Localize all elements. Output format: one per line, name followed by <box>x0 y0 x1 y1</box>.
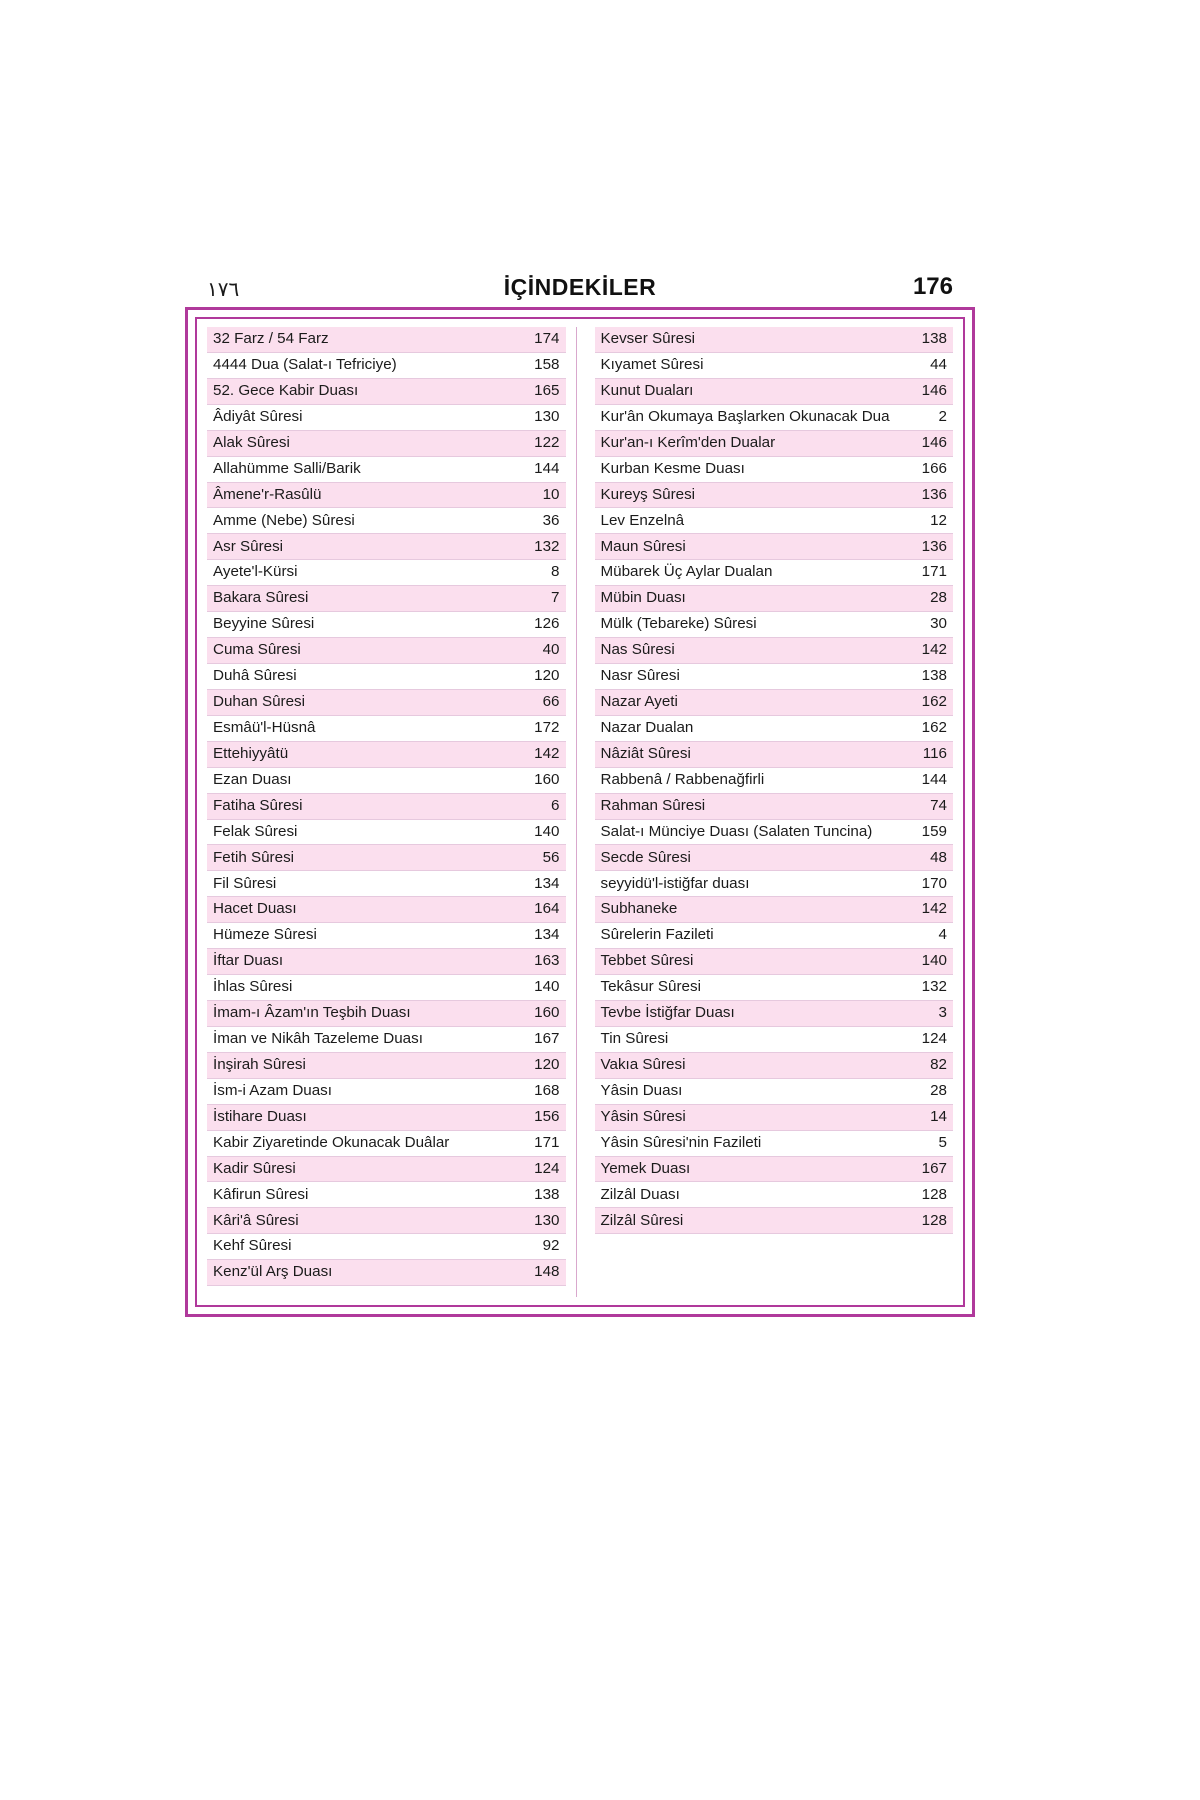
index-entry-title: İftar Duası <box>213 952 284 970</box>
index-entry-title: Esmâü'l-Hüsnâ <box>213 719 316 737</box>
index-entry[interactable] <box>595 975 954 1001</box>
index-entry-page: 140 <box>534 978 560 996</box>
index-entry[interactable] <box>595 897 954 923</box>
index-entry-page: 6 <box>551 796 560 814</box>
index-entry-title: Nasr Sûresi <box>600 667 680 685</box>
index-entry-page: 130 <box>534 1211 560 1229</box>
index-entry-title: Kıyamet Sûresi <box>600 356 704 374</box>
index-entry-title: Alak Sûresi <box>213 433 290 451</box>
index-entry[interactable] <box>595 690 954 716</box>
index-column-left <box>207 327 577 1297</box>
index-entry-page: 134 <box>534 874 560 892</box>
index-entry[interactable] <box>207 768 566 794</box>
index-entry-title: 32 Farz / 54 Farz <box>213 330 329 348</box>
index-entry-page: 138 <box>921 330 947 348</box>
index-entry-title: Kevser Sûresi <box>600 330 696 348</box>
index-entry-page: 167 <box>921 1159 947 1177</box>
index-entry[interactable] <box>595 560 954 586</box>
index-entry-page: 148 <box>534 1263 560 1281</box>
index-entry-page: 4 <box>938 926 947 944</box>
index-column-right <box>591 327 954 1297</box>
index-entry-title: Hümeze Sûresi <box>213 926 317 944</box>
index-entry-title: Yâsin Sûresi <box>600 1107 686 1125</box>
index-entry-title: Kurban Kesme Duası <box>600 459 745 477</box>
index-entry-title: Zilzâl Duası <box>600 1185 680 1203</box>
index-entry-title: Allahümme Salli/Barik <box>213 459 361 477</box>
index-entry-title: Subhaneke <box>600 900 678 918</box>
index-entry[interactable] <box>207 431 566 457</box>
index-entry-title: Kur'an-ı Kerîm'den Dualar <box>600 433 776 451</box>
index-entry-title: Salat-ı Münciye Duası (Salaten Tuncina) <box>600 822 873 840</box>
index-entry-page: 36 <box>542 511 560 529</box>
index-entry[interactable] <box>207 1079 566 1105</box>
index-entry[interactable] <box>595 1079 954 1105</box>
index-entry-page: 174 <box>534 330 560 348</box>
index-entry-title: Mübin Duası <box>600 589 686 607</box>
page-number: 176 <box>912 273 953 300</box>
index-entry-title: seyyidü'l-istiğfar duası <box>600 874 750 892</box>
index-entry[interactable] <box>595 1053 954 1079</box>
index-entry[interactable] <box>207 897 566 923</box>
index-entry-page: 28 <box>930 589 947 607</box>
index-entry-title: Tevbe İstiğfar Duası <box>600 1004 735 1022</box>
index-entry[interactable] <box>207 923 566 949</box>
index-entry[interactable] <box>207 794 566 820</box>
index-entry[interactable] <box>207 353 566 379</box>
index-entry-title: Kehf Sûresi <box>213 1237 292 1255</box>
index-entry-title: Nâziât Sûresi <box>600 744 691 762</box>
index-sheet <box>185 255 975 1345</box>
index-entry-title: Nazar Dualan <box>600 719 694 737</box>
index-entry-title: Sûrelerin Fazileti <box>600 926 714 944</box>
index-entry-title: Kureyş Sûresi <box>600 485 696 503</box>
index-entry-title: Zilzâl Sûresi <box>600 1211 684 1229</box>
index-entry[interactable] <box>207 949 566 975</box>
index-entry-page: 138 <box>921 667 947 685</box>
index-entry-title: Ayete'l-Kürsi <box>213 563 298 581</box>
index-entry-page: 166 <box>921 459 947 477</box>
index-entry-page: 167 <box>534 1030 560 1048</box>
index-entry-title: Kur'ân Okumaya Başlarken Okunacak Dua <box>600 407 890 425</box>
index-entry[interactable] <box>595 1182 954 1208</box>
index-entry[interactable] <box>207 975 566 1001</box>
index-entry-page: 164 <box>534 900 560 918</box>
index-entry-page: 30 <box>930 615 947 633</box>
index-entry[interactable] <box>595 534 954 560</box>
index-entry-title: Maun Sûresi <box>600 537 686 555</box>
index-entry[interactable] <box>207 1260 566 1286</box>
index-entry[interactable] <box>595 638 954 664</box>
index-entry[interactable] <box>207 820 566 846</box>
index-entry[interactable] <box>207 1208 566 1234</box>
index-entry[interactable] <box>595 1157 954 1183</box>
index-entry[interactable] <box>207 379 566 405</box>
index-entry[interactable] <box>595 327 954 353</box>
index-entry-title: İstihare Duası <box>213 1107 307 1125</box>
index-entry[interactable] <box>207 508 566 534</box>
index-entry-page: 48 <box>930 848 947 866</box>
index-entry-page: 162 <box>921 693 947 711</box>
index-entry[interactable] <box>207 586 566 612</box>
index-entry-title: İsm-i Azam Duası <box>213 1081 332 1099</box>
index-entry-page: 3 <box>938 1004 947 1022</box>
index-entry-title: Nas Sûresi <box>600 641 675 659</box>
index-entry[interactable] <box>207 1105 566 1131</box>
index-entry-title: Tekâsur Sûresi <box>600 978 701 996</box>
index-entry-page: 122 <box>534 433 560 451</box>
index-entry[interactable] <box>207 1001 566 1027</box>
index-entry-page: 82 <box>930 1056 947 1073</box>
index-entry-title: Amme (Nebe) Sûresi <box>213 511 355 529</box>
index-entry[interactable] <box>207 534 566 560</box>
index-entry-title: Kabir Ziyaretinde Okunacak Duâlar <box>213 1133 450 1151</box>
index-entry-page: 128 <box>921 1185 947 1203</box>
index-entry-title: Kadir Sûresi <box>213 1159 296 1177</box>
index-entry[interactable] <box>595 1001 954 1027</box>
index-entry-page: 126 <box>534 615 560 633</box>
index-entry[interactable] <box>595 508 954 534</box>
index-entry[interactable] <box>595 768 954 794</box>
index-entry[interactable] <box>595 664 954 690</box>
index-entry-page: 158 <box>534 356 560 374</box>
page-title: İÇİNDEKİLER <box>503 274 657 300</box>
index-entry[interactable] <box>595 483 954 509</box>
index-entry-page: 142 <box>921 641 947 659</box>
index-entry-page: 172 <box>534 719 560 737</box>
index-entry-page: 140 <box>921 952 947 970</box>
index-entry[interactable] <box>207 664 566 690</box>
index-entry-page: 163 <box>534 952 560 970</box>
index-entry[interactable] <box>207 405 566 431</box>
index-entry[interactable] <box>207 690 566 716</box>
page-header <box>185 255 975 307</box>
index-entry-page: 144 <box>534 459 560 477</box>
index-entry-title: İhlas Sûresi <box>213 978 293 996</box>
index-frame-inner <box>195 317 965 1307</box>
index-entry-page: 170 <box>921 874 947 892</box>
index-entry-title: Duhâ Sûresi <box>213 667 297 685</box>
index-entry[interactable] <box>595 353 954 379</box>
index-entry-title: Kâri'â Sûresi <box>213 1211 299 1229</box>
index-entry-title: Ettehiyyâtü <box>213 744 289 762</box>
index-entry-page: 146 <box>921 382 947 400</box>
arabic-page-number: ١٧٦ <box>207 277 240 301</box>
index-entry[interactable] <box>595 1105 954 1131</box>
index-entry-title: Beyyine Sûresi <box>213 615 315 633</box>
index-entry[interactable] <box>595 820 954 846</box>
index-entry-page: 44 <box>930 356 947 374</box>
index-entry-page: 140 <box>534 822 560 840</box>
index-entry[interactable] <box>595 794 954 820</box>
index-entry-title: Fil Sûresi <box>213 874 277 892</box>
index-entry-page: 144 <box>921 770 947 788</box>
index-entry-title: Felak Sûresi <box>213 822 298 840</box>
index-entry[interactable] <box>595 949 954 975</box>
index-entry-page: 142 <box>534 744 560 762</box>
index-entry-page: 116 <box>922 744 947 762</box>
index-entry-title: Vakıa Sûresi <box>600 1056 686 1073</box>
index-entry-page: 171 <box>921 563 947 581</box>
index-entry-title: Âmene'r-Rasûlü <box>213 485 322 503</box>
index-entry-page: 132 <box>534 537 560 555</box>
index-entry-page: 160 <box>534 770 560 788</box>
index-entry[interactable] <box>595 586 954 612</box>
index-entry[interactable] <box>595 457 954 483</box>
index-entry-page: 134 <box>534 926 560 944</box>
index-entry-page: 160 <box>534 1004 560 1022</box>
index-entry[interactable] <box>595 871 954 897</box>
index-entry-title: 4444 Dua (Salat-ı Tefriciye) <box>213 356 397 374</box>
index-entry[interactable] <box>207 1234 566 1260</box>
index-entry-title: Yâsin Sûresi'nin Fazileti <box>600 1133 762 1151</box>
index-entry-title: Kenz'ül Arş Duası <box>213 1263 333 1281</box>
index-entry-page: 159 <box>921 822 947 840</box>
index-entry-title: Bakara Sûresi <box>213 589 309 607</box>
index-entry-page: 74 <box>930 796 947 814</box>
index-entry-page: 138 <box>534 1185 560 1203</box>
index-entry-title: Cuma Sûresi <box>213 641 301 659</box>
index-entry-title: Mülk (Tebareke) Sûresi <box>600 615 757 633</box>
index-entry-title: Kunut Duaları <box>600 382 694 400</box>
index-entry[interactable] <box>207 871 566 897</box>
index-entry-title: Secde Sûresi <box>600 848 691 866</box>
index-entry-page: 142 <box>921 900 947 918</box>
index-entry-page: 66 <box>542 693 560 711</box>
index-entry-title: Duhan Sûresi <box>213 693 306 711</box>
index-entry-page: 56 <box>542 848 560 866</box>
index-entry[interactable] <box>207 327 566 353</box>
index-entry-title: Kâfirun Sûresi <box>213 1185 309 1203</box>
index-entry-page: 132 <box>921 978 947 996</box>
index-entry[interactable] <box>207 457 566 483</box>
index-entry-page: 136 <box>921 537 947 555</box>
index-entry[interactable] <box>207 845 566 871</box>
index-entry-page: 130 <box>534 407 560 425</box>
index-entry[interactable] <box>595 612 954 638</box>
index-entry-page: 5 <box>938 1133 947 1151</box>
index-entry-title: Lev Enzelnâ <box>600 511 685 529</box>
index-entry-page: 14 <box>930 1107 947 1125</box>
index-entry-title: Rabbenâ / Rabbenağfirli <box>600 770 765 788</box>
index-entry-title: İman ve Nikâh Tazeleme Duası <box>213 1030 423 1048</box>
index-entry-page: 8 <box>551 563 560 581</box>
index-frame-outer <box>185 307 975 1317</box>
index-entry-title: Tebbet Sûresi <box>600 952 694 970</box>
index-entry-title: Ezan Duası <box>213 770 292 788</box>
index-entry[interactable] <box>207 612 566 638</box>
index-entry-title: Hacet Duası <box>213 900 297 918</box>
index-entry-page: 28 <box>930 1081 947 1099</box>
index-entry-page: 136 <box>921 485 947 503</box>
index-entry-page: 2 <box>938 407 947 425</box>
index-entry[interactable] <box>207 1027 566 1053</box>
index-entry[interactable] <box>595 845 954 871</box>
index-entry-title: Âdiyât Sûresi <box>213 407 303 425</box>
index-entry-title: Yâsin Duası <box>600 1081 683 1099</box>
index-entry-page: 165 <box>534 382 560 400</box>
index-entry-page: 168 <box>534 1081 560 1099</box>
index-entry-title: Yemek Duası <box>600 1159 691 1177</box>
index-entry-page: 10 <box>542 485 560 503</box>
index-entry[interactable] <box>595 923 954 949</box>
index-entry-page: 7 <box>551 589 560 607</box>
index-entry-page: 162 <box>921 719 947 737</box>
index-entry-page: 156 <box>534 1107 560 1125</box>
index-entry[interactable] <box>207 1053 566 1079</box>
index-entry[interactable] <box>207 1157 566 1183</box>
index-entry-page: 171 <box>534 1133 560 1151</box>
index-entry-title: İmam-ı Âzam'ın Teşbih Duası <box>213 1004 411 1022</box>
index-entry-title: Tin Sûresi <box>600 1030 669 1048</box>
index-entry-page: 128 <box>921 1211 947 1229</box>
index-entry-page: 146 <box>921 433 947 451</box>
index-entry-title: 52. Gece Kabir Duası <box>213 382 359 400</box>
index-entry-page: 120 <box>534 667 560 685</box>
index-entry-title: Fetih Sûresi <box>213 848 295 866</box>
index-entry-page: 92 <box>542 1237 560 1255</box>
index-entry[interactable] <box>595 1131 954 1157</box>
index-entry-title: Rahman Sûresi <box>600 796 706 814</box>
index-entry-page: 124 <box>534 1159 560 1177</box>
index-entry-title: İnşirah Sûresi <box>213 1056 306 1073</box>
index-entry-page: 120 <box>534 1056 560 1073</box>
index-entry[interactable] <box>595 1027 954 1053</box>
index-entry[interactable] <box>595 1208 954 1234</box>
index-entry[interactable] <box>595 742 954 768</box>
index-entry[interactable] <box>595 431 954 457</box>
index-entry-title: Nazar Ayeti <box>600 693 678 711</box>
index-entry[interactable] <box>207 1131 566 1157</box>
index-entry-title: Fatiha Sûresi <box>213 796 303 814</box>
index-entry-title: Asr Sûresi <box>213 537 284 555</box>
index-entry-page: 40 <box>542 641 560 659</box>
index-entry[interactable] <box>207 560 566 586</box>
index-entry[interactable] <box>207 638 566 664</box>
index-entry[interactable] <box>595 379 954 405</box>
index-entry-page: 12 <box>930 511 947 529</box>
index-entry[interactable] <box>595 405 954 431</box>
index-entry[interactable] <box>207 483 566 509</box>
index-entry[interactable] <box>207 1182 566 1208</box>
index-entry[interactable] <box>207 716 566 742</box>
index-entry-title: Mübarek Üç Aylar Dualan <box>600 563 773 581</box>
index-entry[interactable] <box>595 716 954 742</box>
index-entry[interactable] <box>207 742 566 768</box>
index-entry-page: 124 <box>921 1030 947 1048</box>
